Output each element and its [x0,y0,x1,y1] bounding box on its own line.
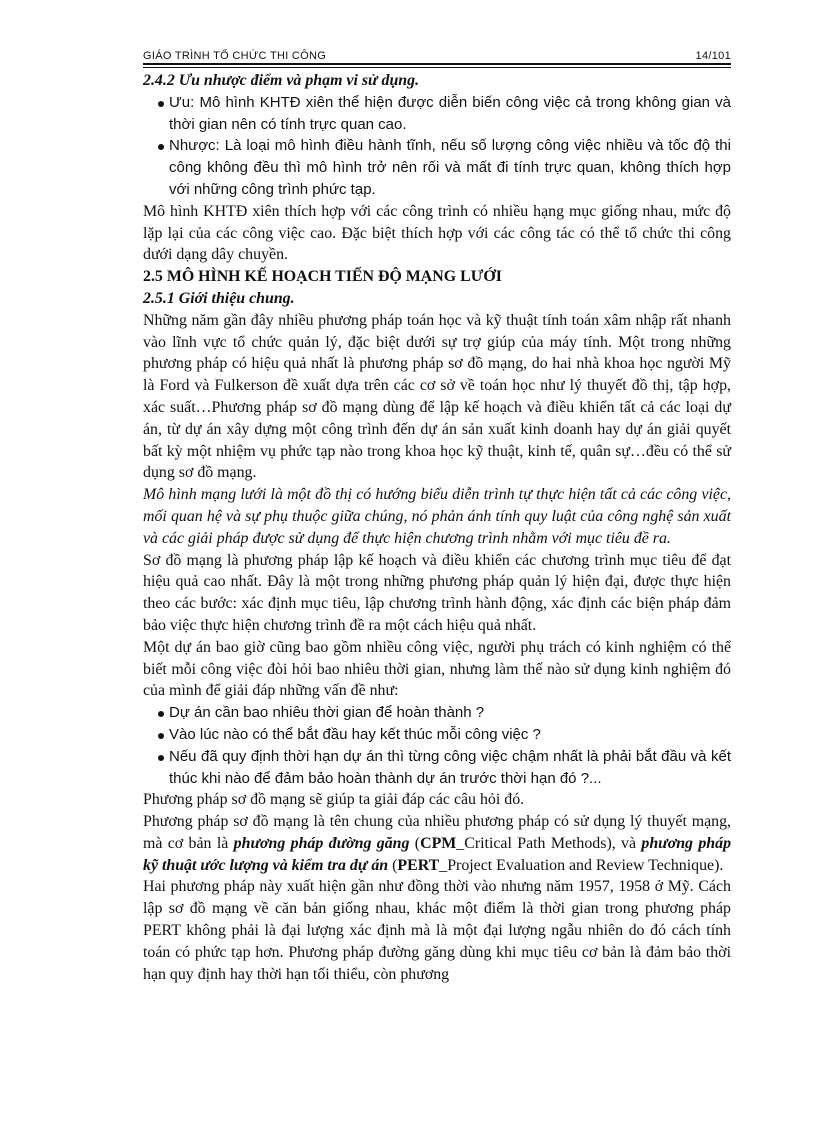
bullet-icon [158,101,164,107]
page-number: 14/101 [695,50,731,62]
abbr-pert: PERT [397,856,440,874]
text-run: ( [388,856,398,874]
heading-2-4-2: 2.4.2 Ưu nhược điểm và phạm vi sử dụng. [143,72,420,89]
page-header [143,44,731,62]
list-item [143,135,731,200]
bullet-icon [158,755,164,761]
page-content [143,70,731,985]
list-item-text: Vào lúc nào có thể bắt đầu hay kết thúc mỗi công việc ? [169,725,541,743]
paragraph: Mô hình KHTĐ xiên thích hợp với các công trình có nhiều hạng mục giống nhau, mức độ lặp lại của các công việc cao. Đặc biệt thích hợp với các công tác có thể tổ chức thi công dưới dạng dây chuyền. [143,202,731,264]
list-item [143,746,731,790]
header-title: GIÁO TRÌNH TỔ CHỨC THI CÔNG [143,50,327,62]
paragraph: Những năm gần đây nhiều phương pháp toán học và kỹ thuật tính toán xâm nhập rất nhanh vào lĩnh vực tổ chức quản lý, đặc biệt dưới sự trợ giúp của máy tính. Một trong những phương pháp có hiệu quả nhất là phương pháp sơ đồ mạng, do hai nhà khoa học người Mỹ là Ford và Fulkerson đề xuất dựa trên các cơ sở về toán học như lý thuyết đồ thị, tập hợp, xác suất…Phương pháp sơ đồ mạng dùng để lập kế hoạch và điều khiển tất cả các loại dự án, từ dự án xây dựng một công trình đến dự án sản xuất kinh doanh hay dự án giải quyết bất kỳ một nhiệm vụ phức tạp nào trong khoa học kỹ thuật, kinh tế, quân sự…đều có thể sử dụng sơ đồ mạng. [143,311,731,482]
heading-2-5-1: 2.5.1 Giới thiệu chung. [143,289,295,307]
list-item [143,92,731,136]
text-run: _Critical Path Methods), và [456,834,642,852]
term-pert: phương pháp kỹ thuật ước lượng và kiểm tra dự án [143,834,732,874]
paragraph: Phương pháp sơ đồ mạng sẽ giúp ta giải đáp các câu hỏi đó. [143,791,525,809]
text-run: _Project Evaluation and Review Technique). [439,856,724,874]
definition-paragraph: Mô hình mạng lưới là một đồ thị có hướng biểu diễn trình tự thực hiện tất cả các công việc, mối quan hệ và sự phụ thuộc giữa chúng, nó phản ánh tính quy luật của công nghệ sản xuất và các giải pháp được sử dụng để thực hiện chương trình nhằm với mục tiêu đề ra. [143,486,731,547]
paragraph-methods [143,811,731,876]
paragraph: Một dự án bao giờ cũng bao gồm nhiều công việc, người phụ trách có kinh nghiệm có thể biết mỗi công việc đòi hỏi bao nhiêu thời gian, nhưng làm thế nào sử dụng kinh nghiệm đó của mình để giải đáp những vấn đề như: [143,638,731,700]
header-rule-thick [143,63,731,65]
bullet-icon [158,144,164,150]
text-run: Phương pháp sơ đồ mạng là tên chung của nhiều phương pháp có sử dụng lý thuyết mạng, mà cơ bản là [143,813,731,852]
list-item-text: Ưu: Mô hình KHTĐ xiên thể hiện được diễn biến công việc cả trong không gian và thời gian nên có tính trực quan cao. [169,93,731,133]
list-item [143,702,731,724]
list-item [143,724,731,746]
abbr-cpm: CPM [420,834,457,852]
pros-cons-list [143,92,731,201]
paragraph: Sơ đồ mạng là phương pháp lập kế hoạch và điều khiển các chương trình mục tiêu để đạt hiệu quả cao nhất. Đây là một trong những phương pháp quản lý hiện đại, được thực hiện theo các bước: xác định mục tiêu, lập chương trình hành động, xác định các biện pháp đảm bảo việc thực hiện chương trình đề ra một cách hiệu quả nhất. [143,551,731,634]
bullet-icon [158,733,164,739]
header-rule-thin [143,67,731,68]
question-list [143,702,731,789]
list-item-text: Nhược: Là loại mô hình điều hành tĩnh, nếu số lượng công việc nhiều và tốc độ thi công không đều thì mô hình trở nên rối và mất đi tính trực quan, không thích hợp với những công trình phức tạp. [169,137,731,198]
heading-2-5: 2.5 MÔ HÌNH KẾ HOẠCH TIẾN ĐỘ MẠNG LƯỚI [143,268,502,286]
bullet-icon [158,711,164,717]
text-run: ( [409,834,421,852]
list-item-text: Dự án cần bao nhiêu thời gian để hoàn thành ? [169,704,485,722]
list-item-text: Nếu đã quy định thời hạn dự án thì từng công việc chậm nhất là phải bắt đầu và kết thúc khi nào để đảm bảo hoàn thành dự án trước thời hạn đó ?... [169,747,731,787]
term-cpm: phương pháp đường găng [233,834,410,852]
paragraph: Hai phương pháp này xuất hiện gần như đồng thời vào nhưng năm 1957, 1958 ở Mỹ. Cách lập sơ đồ mạng về căn bản giống nhau, khác một điểm là thời gian trong phương pháp PERT không phải là đại lượng xác định mà là một đại lượng ngẫu nhiên do đó cách tính toán có phức tạp hơn. Phương pháp đường găng dùng khi mục tiêu cơ bản là đảm bảo thời hạn quy định hay thời hạn tối thiểu, còn phương [143,878,731,983]
